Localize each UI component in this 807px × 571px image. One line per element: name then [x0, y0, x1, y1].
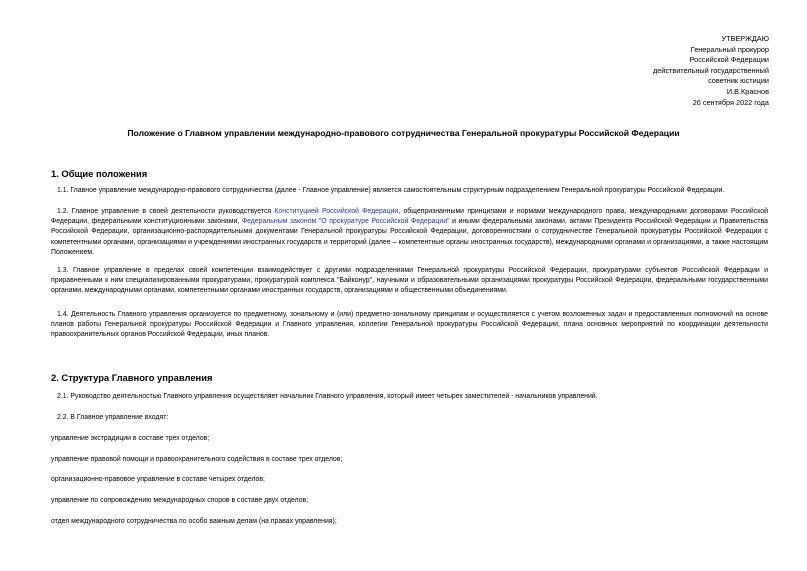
list-item: организационно-правовое управление в составе четырех отделов;	[51, 476, 265, 483]
document-title: Положение о Главном управлении международно-правового сотрудничества Генеральной прокуратуры Российской Федерации	[127, 128, 680, 138]
approval-block	[653, 34, 769, 108]
approval-line: действительный государственный	[652, 65, 769, 75]
paragraph-1-3: 1.3. Главное управление в пределах своей компетенции взаимодействует с другими подразделениями Генеральной прокуратуры Российской Федерации, прокуратурами субъектов Российской Федерации и приравненными к ним специализированными прокуратурами, прокуратурой комплекса "Байконур", научными и образовательными организациями прокуратуры Российской Федерации, федеральными государственными органами, международными органами, компетентными органами иностранных государств, организациями и общественными объединениями.	[51, 267, 768, 295]
paragraph-text: и иными федеральными законами, актами Президента Российской Федерации и Правительства Российской Федерации, организационно-распорядительными документами Генеральной прокуратуры Российской Федерации, договоренностями о сотрудничестве Генеральной прокуратуры Российской Федерации с компетентными органами, организациями и учреждениями иностранных государств и территорий (далее – компетентные органы иностранных государств), международными органами и организациями, а также настоящим Положением.	[51, 218, 769, 256]
paragraph-2-1: 2.1. Руководство деятельностью Главного управления осуществляет начальник Главного управления, который имеет четырех заместителей - начальников управлений.	[57, 393, 598, 400]
list-item: управление экстрадиции в составе трех отделов;	[51, 435, 210, 442]
paragraph-1-2	[51, 207, 768, 258]
section-heading-1: 1. Общие положения	[51, 168, 148, 179]
paragraph-text: , общепризнанными принципами и нормами международного права, международными договорами Российской Федерации, федеральными конституционными законами,	[51, 208, 768, 226]
list-item: управление правовой помощи и правоохранительного содействия в составе трех отделов;	[51, 456, 343, 463]
paragraph-2-2: 2.2. В Главное управление входят:	[57, 414, 169, 421]
approval-line: 26 сентября 2022 года	[692, 97, 769, 107]
approval-line: УТВЕРЖДАЮ	[721, 34, 769, 43]
approval-line: советник юстиции	[708, 76, 769, 86]
constitution-link[interactable]: Конституцией Российской Федерации	[274, 208, 399, 215]
paragraph-1-4: 1.4. Деятельность Главного управления организуется по предметному, зональному и (или) предметно-зональному принципам и осуществляется с учетом возложенных задач и предоставленных полномочий на основе планов работы Генеральной прокуратуры Российской Федерации и Главного управления, коллегии Генеральной прокуратуры Российской Федерации, плана основных мероприятий по координации деятельности правоохранительных органов Российской Федерации, иных планов.	[51, 311, 768, 339]
approval-line: Российской Федерации	[689, 55, 769, 65]
list-item: отдел международного сотрудничества по особо важным делам (на правах управления);	[51, 518, 337, 525]
approval-line: И.В.Краснов	[726, 86, 769, 96]
approval-line: Генеральный прокурор	[690, 44, 769, 54]
list-item: управление по сопровождению международных споров в составе двух отделов;	[51, 497, 309, 504]
paragraph-1-1: 1.1. Главное управление международно-правового сотрудничества (далее - Главное управление) является самостоятельным структурным подразделением Генеральной прокуратуры Российской Федерации.	[57, 187, 725, 194]
section-heading-2: 2. Структура Главного управления	[51, 372, 213, 383]
paragraph-text: 1.2. Главное управление в своей деятельности руководствуется	[57, 208, 275, 215]
prosecutor-law-link[interactable]: Федеральным законом "О прокуратуре Российской Федерации"	[241, 218, 450, 226]
